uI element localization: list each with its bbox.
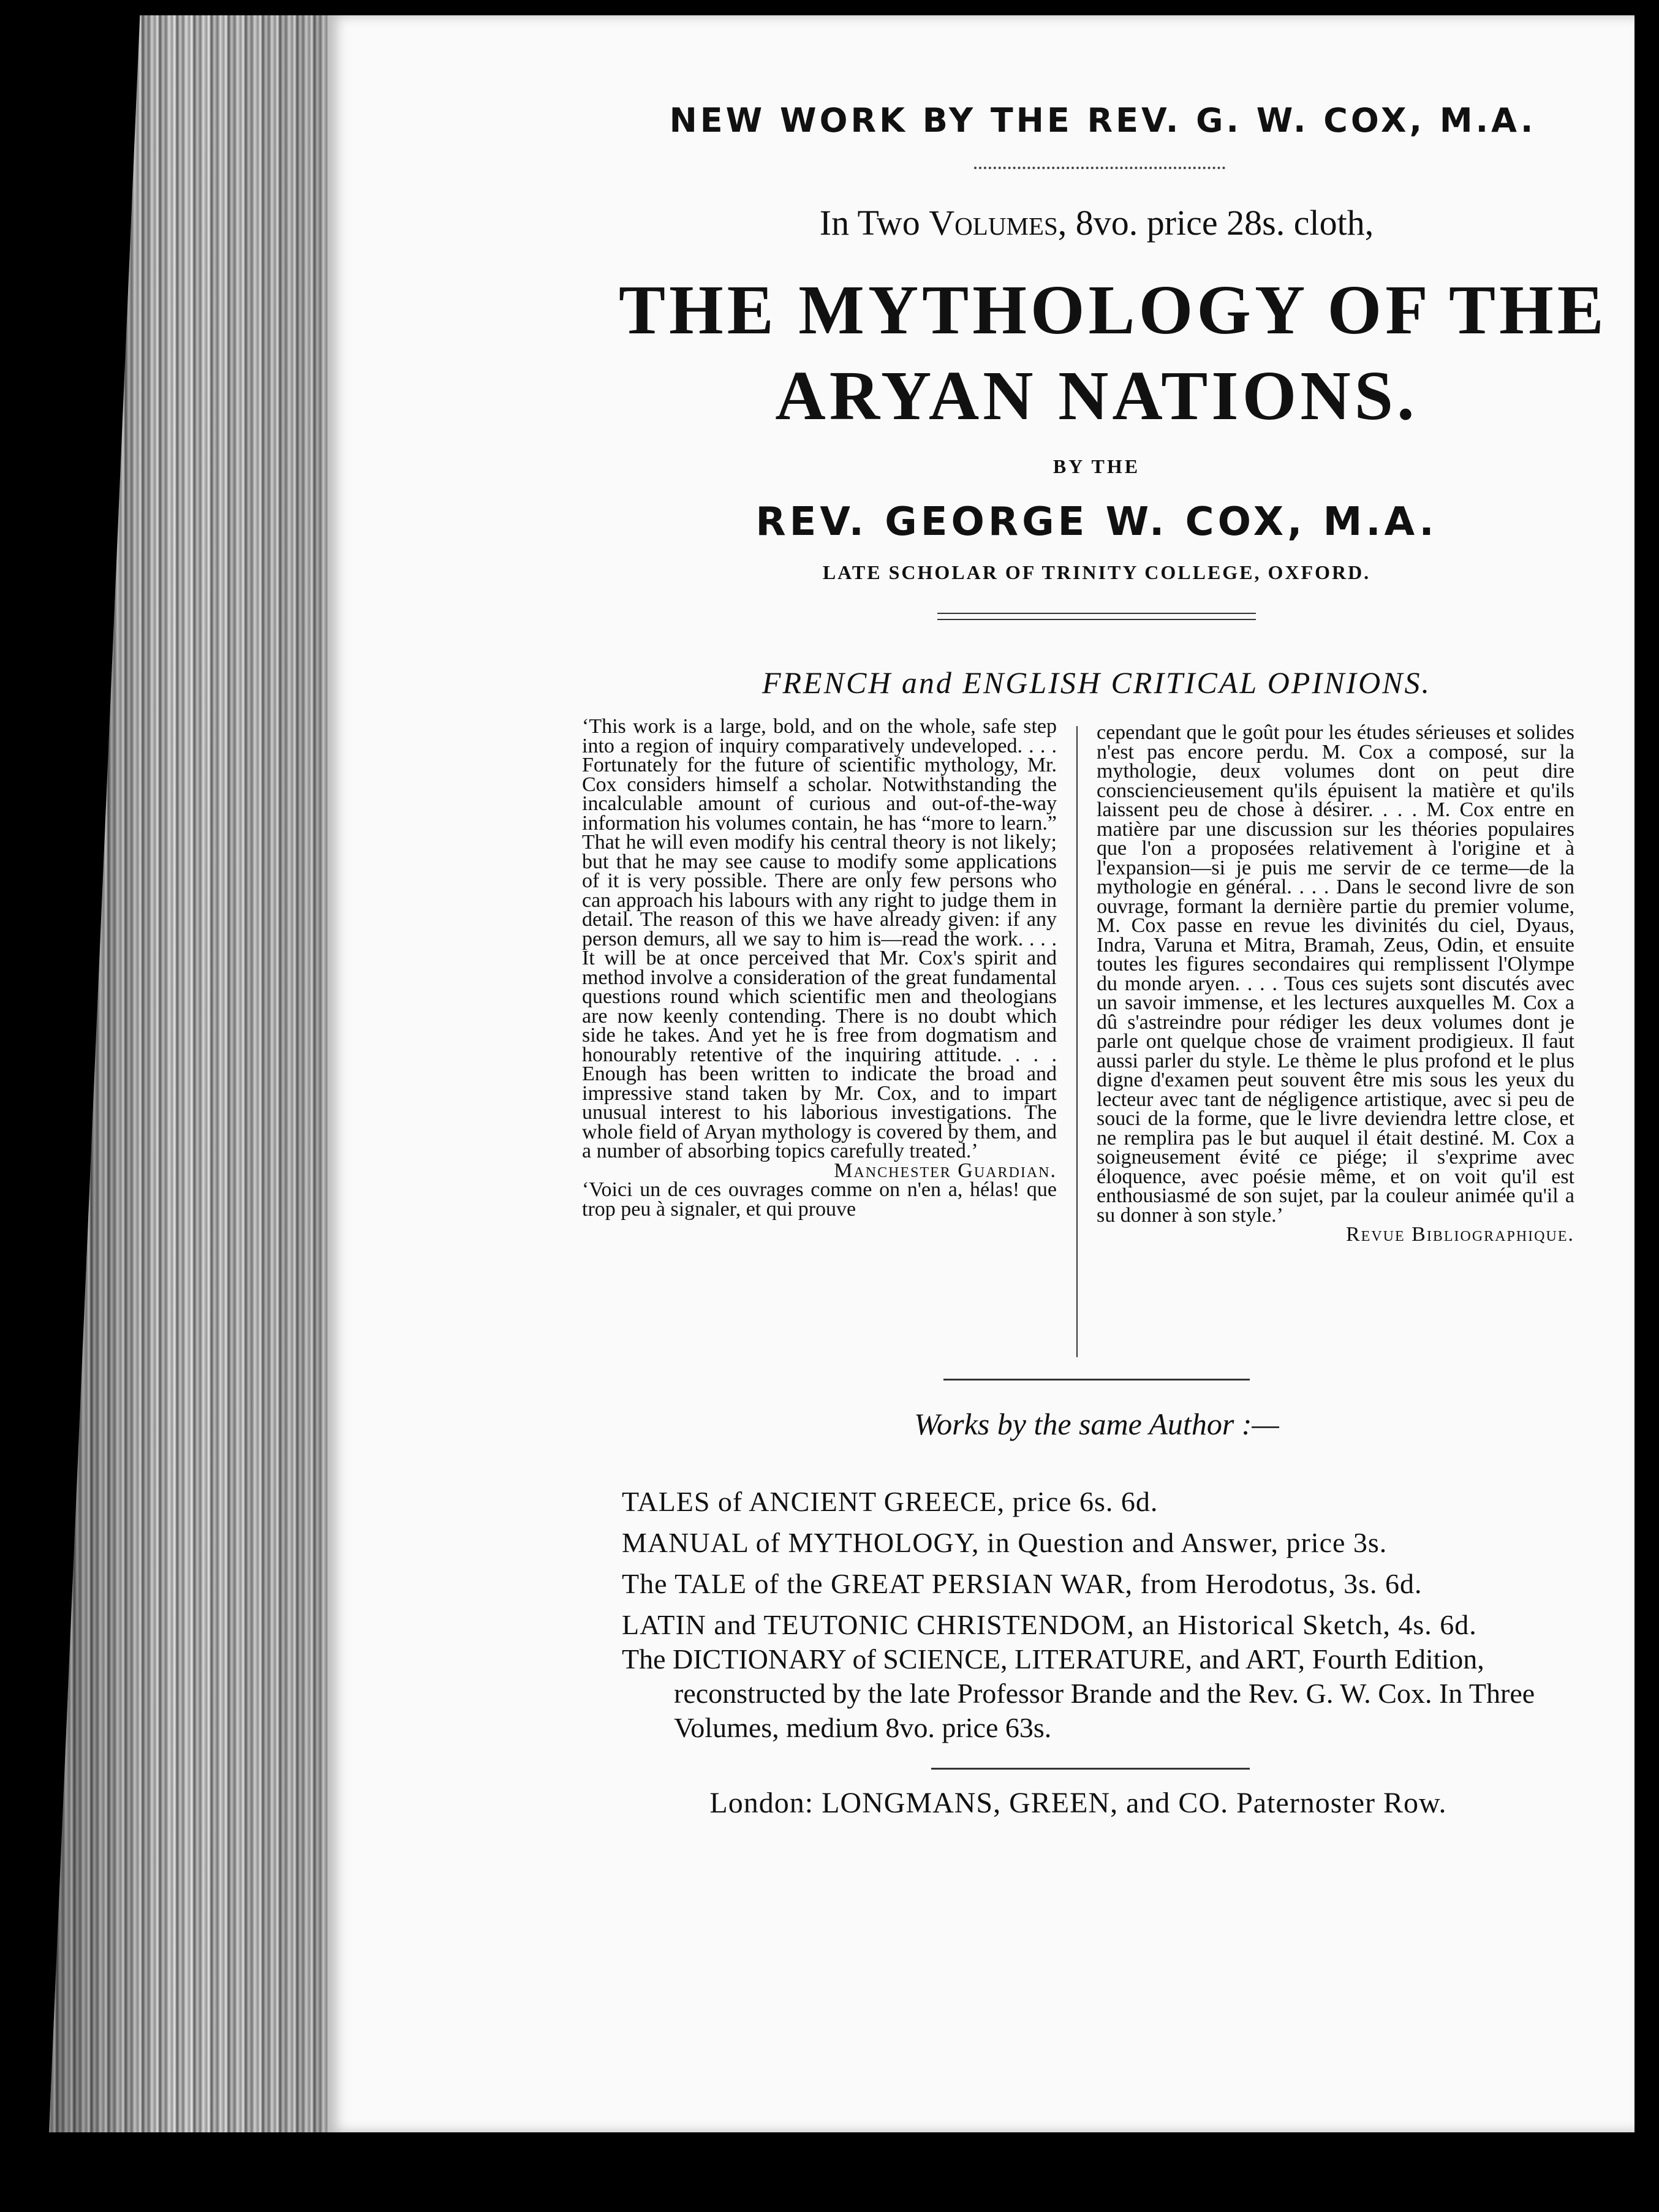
dictionary-line-1: The DICTIONARY of SCIENCE, LITERATURE, and ART, Fourth Edition, [622, 1643, 1484, 1675]
author-name: REV. GEORGE W. COX, M.A. [755, 499, 1438, 545]
work-item: MANUAL of MYTHOLOGY, in Question and Answer, price 3s. [622, 1527, 1388, 1558]
english-review-source: Manchester Guardian. [834, 1161, 1057, 1180]
double-rule-divider [937, 613, 1256, 620]
volumes-prefix: In Two [819, 203, 929, 243]
by-the-label: BY THE [1052, 455, 1141, 477]
imprint-divider-rule [931, 1768, 1250, 1770]
column-divider [1076, 726, 1078, 1357]
volumes-suffix: , 8vo. price 28s. cloth, [1057, 203, 1374, 243]
works-heading: Works by the same Author :— [914, 1407, 1279, 1441]
advert-header: NEW WORK BY THE REV. G. W. COX, M.A. [669, 101, 1536, 140]
page-right-border [1634, 0, 1659, 2212]
opinion-column-right [1097, 723, 1574, 1244]
author-affiliation: LATE SCHOLAR OF TRINITY COLLEGE, OXFORD. [822, 561, 1371, 583]
book-title-line-1: THE MYTHOLOGY OF THE [619, 271, 1608, 349]
book-edge-shadow [49, 15, 374, 2132]
french-review-quote-continued: cependant que le goût pour les études sérieuses et solides n'est pas encore perdu. M. Cox a composé, sur la mythologie, deux volumes dont on peut dire consciencieusement qu'ils épuisent la matière et qu'ils laissent peu de chose à désirer. . . . M. Cox entre en matière par une discussion sur les théories populaires que l'on a proposées relativement à l'origine et à l'expansion—si je puis me servir de ce terme—de la mythologie en général. . . . Dans le second livre de son ouvrage, formant la dernière partie du premier volume, M. Cox passe en revue les divinités du ciel, Dyaus, Indra, Varuna et Mitra, Bramah, Zeus, Odin, et ensuite toutes les figures secondaires qui remplissent l'Olympe du monde aryen. . . . Tous ces sujets sont discutés avec un savoir immense, et les lectures auxquelles M. Cox a dû s'astreindre pour rédiger les deux volumes dont je parle ont quelque chose de vraiment prodigieux. Il faut aussi parler du style. Le thème le plus profond et le plus digne d'examen peut souvent être mis sous les yeux du lecteur avec tant de négligence artistique, avec si peu de souci de la forme, que le livre deviendra lettre close, et ne remplira pas le but auquel il était destiné. M. Cox a soigneusement évité ce piége; il s'exprime avec éloquence, avec poésie même, et on voit qu'il est enthousiasmé de son sujet, par la couleur animée qu'il a su donner à son style.’ [1097, 721, 1574, 1227]
publisher-imprint: London: LONGMANS, GREEN, and CO. Paternoster Row. [709, 1787, 1447, 1819]
work-item: The TALE of the GREAT PERSIAN WAR, from Herodotus, 3s. 6d. [622, 1568, 1423, 1599]
dictionary-line-2: reconstructed by the late Professor Brande and the Rev. G. W. Cox. In Three Volumes, medium 8vo. price 63s. [674, 1678, 1535, 1743]
volumes-word: Volumes [929, 203, 1058, 243]
works-divider-rule [943, 1379, 1250, 1381]
header-ornament-rule [974, 167, 1225, 169]
french-review-source: Revue Bibliographique. [1346, 1225, 1574, 1244]
volumes-price-line [674, 202, 1519, 243]
opinions-heading: FRENCH and ENGLISH CRITICAL OPINIONS. [761, 665, 1432, 700]
french-review-quote-start: ‘Voici un de ces ouvrages comme on n'en a, hélas! que trop peu à signaler, et qui prouve [582, 1178, 1057, 1221]
english-review-quote: ‘This work is a large, bold, and on the whole, safe step into a region of inquiry comparatively undeveloped. . . . Fortunately for the future of scientific mythology, Mr. Cox considers himself a scholar. Notwithstanding the incalculable amount of curious and out-of-the-way information his volumes contain, he has “more to learn.” That he will even modify his central theory is not likely; but that he may see cause to modify some applications of it is very possible. There are only few persons who can approach his labours with any right to judge them in detail. The reason of this we have already given: if any person demurs, all we say to him is—read the work. . . . It will be at once perceived that Mr. Cox's spirit and method involve a consideration of the great fundamental questions round which scientific men and theologians are now keenly contending. There is no doubt which side he takes. And yet he is free from dogmatism and honourably retentive of the inquiring attitude. . . . Enough has been written to indicate the broad and impressive stand taken by Mr. Cox, and to impart unusual interest to his laborious investigations. The whole field of Aryan mythology is covered by them, and a number of absorbing topics carefully treated.’ [582, 715, 1057, 1162]
work-item: LATIN and TEUTONIC CHRISTENDOM, an Historical Sketch, 4s. 6d. [622, 1609, 1477, 1640]
book-title-line-2: ARYAN NATIONS. [775, 357, 1418, 434]
opinion-column-left [582, 717, 1057, 1219]
dictionary-entry [622, 1642, 1553, 1745]
work-item: TALES of ANCIENT GREECE, price 6s. 6d. [622, 1486, 1158, 1517]
